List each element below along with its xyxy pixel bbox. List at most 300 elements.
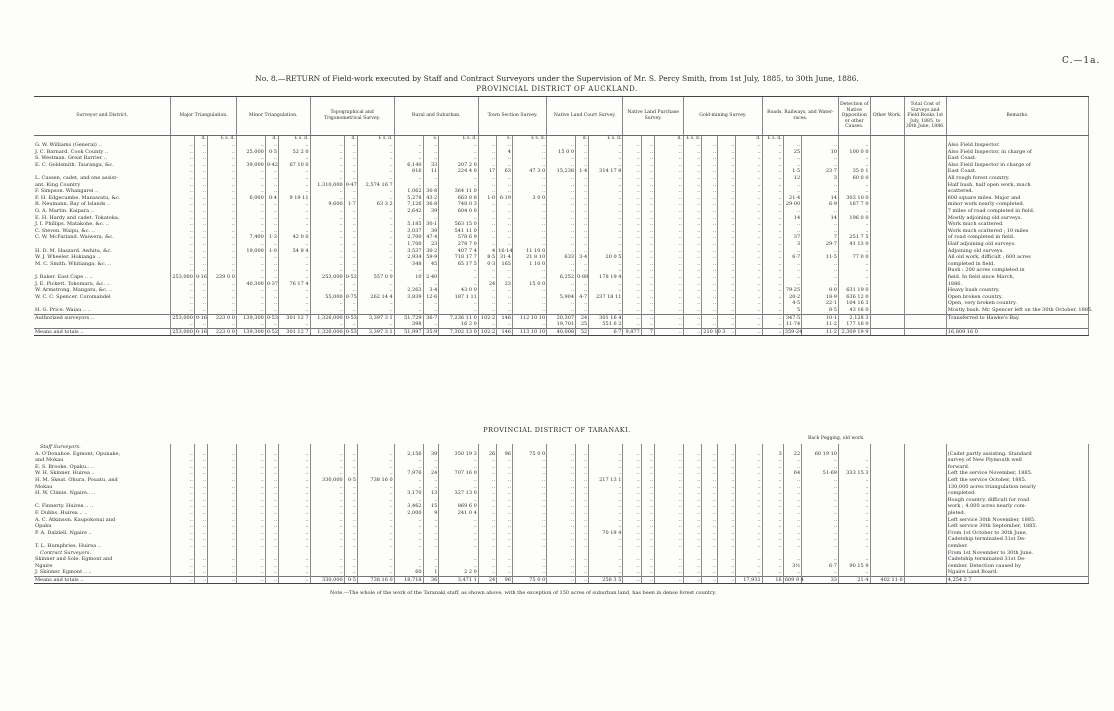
value-cell: .. <box>718 543 736 550</box>
value-cell: .. <box>547 287 576 294</box>
value-cell: .. <box>423 530 439 537</box>
value-cell: .. <box>641 142 654 149</box>
value-cell: .. <box>439 307 478 314</box>
value-cell: .. <box>702 168 718 175</box>
value-cell: .. <box>194 543 207 550</box>
value-cell: .. <box>171 530 195 537</box>
value-cell <box>870 497 904 504</box>
value-cell: 262 14 4 <box>357 294 394 301</box>
value-cell: .. <box>265 228 278 235</box>
value-cell: .. <box>589 287 623 294</box>
value-cell: 19,701 <box>547 321 576 328</box>
value-cell: .. <box>641 510 654 517</box>
value-cell: .. <box>171 497 195 504</box>
value-cell: .. <box>357 221 394 228</box>
value-cell: .. <box>497 307 513 314</box>
value-cell: .. <box>762 294 783 301</box>
value-cell: .. <box>236 503 265 510</box>
value-cell: .. <box>357 517 394 524</box>
value-cell: .. <box>344 162 357 169</box>
value-cell <box>423 550 439 557</box>
surveyor-name: R. Neumann. Bay of Islands .. <box>34 201 171 208</box>
value-cell: .. <box>236 175 265 182</box>
value-cell: .. <box>762 470 783 477</box>
table-row <box>34 241 1089 248</box>
value-cell: .. <box>171 208 195 215</box>
value-cell: .. <box>802 556 839 563</box>
table-row <box>34 563 1089 570</box>
value-cell <box>870 281 904 288</box>
value-cell <box>904 182 946 189</box>
value-cell: .. <box>236 208 265 215</box>
value-cell: .. <box>439 517 478 524</box>
value-cell: 0·47 <box>345 181 357 188</box>
value-cell: .. <box>478 536 496 543</box>
value-cell: .. <box>423 175 439 182</box>
surveyor-name: J. C. Barnard. Cook County .. <box>34 149 171 156</box>
value-cell: 217 13 1 <box>589 477 623 484</box>
value-cell: .. <box>683 510 701 517</box>
value-cell: 347·5 <box>783 314 801 321</box>
value-cell: .. <box>171 254 195 261</box>
value-cell: .. <box>641 248 654 255</box>
surveyor-name: W. C. C. Spencer. Coromandel <box>34 294 171 301</box>
value-cell: .. <box>265 188 278 195</box>
value-cell: .. <box>736 490 762 497</box>
value-cell: 15,238 <box>547 168 576 175</box>
value-cell: .. <box>478 208 496 215</box>
value-cell: .. <box>497 228 513 235</box>
value-cell: 167 7 0 <box>838 201 870 208</box>
value-cell: .. <box>357 215 394 222</box>
surveyor-name: H. D. M. Haszard. Awhitu, &c. <box>34 248 171 255</box>
value-cell: 3,839 <box>394 294 423 301</box>
value-cell: 102·2 <box>478 328 496 336</box>
value-cell: .. <box>423 477 439 484</box>
value-cell: .. <box>265 294 278 301</box>
value-cell: 301 12 7 <box>278 314 310 321</box>
value-cell: .. <box>278 142 310 149</box>
value-cell: .. <box>171 149 195 156</box>
value-cell: 364 11 0 <box>439 188 478 195</box>
value-cell: 40,300 <box>236 281 265 288</box>
value-cell: .. <box>439 457 478 464</box>
table-row <box>34 287 1089 294</box>
value-cell: .. <box>718 234 736 241</box>
table-row <box>34 464 1089 471</box>
surveyor-name: Mokau <box>34 484 171 491</box>
value-cell: 42 0 0 <box>278 234 310 241</box>
unit-cell <box>478 135 496 142</box>
value-cell: 79·25 <box>783 287 801 294</box>
value-cell: .. <box>641 569 654 576</box>
table-row <box>34 569 1089 576</box>
value-cell: .. <box>236 321 265 328</box>
value-cell: .. <box>265 274 278 281</box>
table-row <box>34 300 1089 307</box>
remarks-cell: Open, very broken country. <box>946 300 1088 307</box>
value-cell: .. <box>265 523 278 530</box>
value-cell: .. <box>357 321 394 328</box>
value-cell: .. <box>736 228 762 235</box>
value-cell: .. <box>736 543 762 550</box>
value-cell: .. <box>547 208 576 215</box>
value-cell: .. <box>310 254 344 261</box>
unit-cell: d. <box>194 135 207 142</box>
value-cell: .. <box>171 261 195 268</box>
value-cell: 15 <box>423 503 439 510</box>
value-cell: 3·4 <box>423 287 439 294</box>
value-cell: .. <box>641 457 654 464</box>
col-nlp: Native Land Purchase Survey. <box>623 97 683 135</box>
surveyor-name: Authorized surveyors .. <box>34 314 171 321</box>
value-cell: .. <box>654 517 683 524</box>
value-cell: .. <box>683 536 701 543</box>
value-cell: .. <box>497 556 513 563</box>
value-cell: .. <box>171 155 195 162</box>
value-cell: .. <box>547 484 576 491</box>
value-cell: .. <box>478 321 496 328</box>
remarks-cell: cember. Detection caused by <box>946 563 1088 570</box>
value-cell: .. <box>654 543 683 550</box>
value-cell: 557 0 0 <box>357 274 394 281</box>
value-cell: .. <box>171 234 195 241</box>
value-cell: .. <box>236 563 265 570</box>
value-cell: .. <box>576 477 589 484</box>
value-cell: .. <box>171 464 195 471</box>
value-cell: .. <box>589 261 623 268</box>
value-cell: 47 3 0 <box>512 168 546 175</box>
value-cell: .. <box>194 228 207 235</box>
value-cell: .. <box>208 307 237 314</box>
value-cell: .. <box>194 563 207 570</box>
value-cell: .. <box>702 195 718 202</box>
value-cell: .. <box>641 536 654 543</box>
remarks-cell: Mostly adjoining old surveys. <box>946 215 1088 222</box>
value-cell <box>439 444 478 451</box>
value-cell: .. <box>344 563 357 570</box>
value-cell: .. <box>683 254 701 261</box>
value-cell: .. <box>357 543 394 550</box>
value-cell: .. <box>736 563 762 570</box>
value-cell: .. <box>736 536 762 543</box>
value-cell: .. <box>512 155 546 162</box>
surveyor-name: F. Simpson. Whangarei .. <box>34 188 171 195</box>
value-cell: .. <box>641 307 654 314</box>
value-cell: 2,000 <box>394 510 423 517</box>
value-cell: .. <box>718 274 736 281</box>
value-cell: .. <box>497 490 513 497</box>
value-cell: .. <box>512 517 546 524</box>
value-cell: .. <box>623 261 641 268</box>
value-cell: .. <box>236 451 265 458</box>
remarks-cell: All old work, difficult ; 600 acres <box>946 254 1088 261</box>
value-cell: .. <box>194 477 207 484</box>
value-cell: .. <box>783 267 801 274</box>
value-cell: .. <box>279 464 311 471</box>
value-cell: .. <box>654 162 683 169</box>
value-cell: .. <box>683 470 701 477</box>
value-cell: .. <box>278 201 310 208</box>
value-cell <box>904 503 946 510</box>
value-cell: .. <box>762 556 783 563</box>
value-cell <box>838 451 870 458</box>
value-cell: .. <box>576 188 589 195</box>
value-cell: .. <box>736 175 762 182</box>
value-cell: .. <box>279 523 311 530</box>
value-cell: 402 11 0 <box>870 576 904 584</box>
value-cell: .. <box>439 563 478 570</box>
value-cell: 578 6 9 <box>439 234 478 241</box>
value-cell: .. <box>762 267 783 274</box>
value-cell: .. <box>497 517 513 524</box>
value-cell: .. <box>478 149 496 156</box>
value-cell <box>870 444 904 451</box>
value-cell: .. <box>439 464 478 471</box>
value-cell: .. <box>654 563 683 570</box>
remarks-cell: work ; 4,000 acres nearly com- <box>946 503 1088 510</box>
value-cell: .. <box>265 530 278 537</box>
value-cell: .. <box>357 464 394 471</box>
value-cell: .. <box>357 248 394 255</box>
value-cell: .. <box>762 300 783 307</box>
value-cell: .. <box>783 503 801 510</box>
surveyor-name: W. J. Wheeler. Hokianga .. <box>34 254 171 261</box>
unit-cell <box>310 135 344 142</box>
value-cell: .. <box>547 307 576 314</box>
value-cell: 0·16 <box>195 273 207 280</box>
value-cell: .. <box>683 503 701 510</box>
value-cell: .. <box>423 182 439 189</box>
value-cell: .. <box>641 503 654 510</box>
surveyor-name <box>34 168 171 175</box>
value-cell: .. <box>497 563 513 570</box>
value-cell: .. <box>439 281 478 288</box>
value-cell: .. <box>654 234 683 241</box>
value-cell <box>870 530 904 537</box>
value-cell: .. <box>478 510 496 517</box>
value-cell: .. <box>683 267 701 274</box>
value-cell: .. <box>718 517 736 524</box>
value-cell: .. <box>641 261 654 268</box>
value-cell: .. <box>310 228 344 235</box>
value-cell <box>783 550 801 557</box>
value-cell <box>683 550 701 557</box>
value-cell: .. <box>310 281 344 288</box>
value-cell <box>904 149 946 156</box>
value-cell <box>870 188 904 195</box>
table-row <box>34 314 1089 321</box>
value-cell: .. <box>547 536 576 543</box>
remarks-cell: Open broken country. <box>946 294 1088 301</box>
remarks-cell: Also Field Inspector in charge of <box>946 162 1088 169</box>
remarks-cell: (Cadet partly assisting. Standard <box>946 451 1088 458</box>
value-cell: .. <box>208 254 237 261</box>
value-cell: 139,300 <box>236 328 265 336</box>
value-cell: 11·2 <box>802 321 839 328</box>
value-cell: 75 0 0 <box>512 451 546 458</box>
value-cell: .. <box>802 281 839 288</box>
value-cell: .. <box>478 307 496 314</box>
value-cell: 24 <box>478 576 496 584</box>
value-cell: 55,000 <box>310 294 344 301</box>
value-cell <box>870 477 904 484</box>
value-cell: .. <box>171 241 195 248</box>
value-cell: .. <box>762 536 783 543</box>
value-cell: .. <box>310 195 344 202</box>
value-cell: .. <box>439 523 478 530</box>
value-cell: .. <box>718 188 736 195</box>
value-cell: 0·3 <box>478 261 496 268</box>
value-cell: .. <box>762 563 783 570</box>
value-cell: .. <box>423 267 439 274</box>
value-cell: .. <box>171 287 195 294</box>
value-cell: .. <box>623 536 641 543</box>
value-cell: .. <box>802 457 839 464</box>
col-rural: Rural and Suburban. <box>394 97 478 135</box>
value-cell: .. <box>623 175 641 182</box>
value-cell <box>310 444 344 451</box>
value-cell: .. <box>641 215 654 222</box>
value-cell: .. <box>171 294 195 301</box>
value-cell: 4·5 <box>783 300 801 307</box>
value-cell: .. <box>718 490 736 497</box>
value-cell: .. <box>576 556 589 563</box>
value-cell: .. <box>654 201 683 208</box>
value-cell: .. <box>802 162 839 169</box>
value-cell: .. <box>654 188 683 195</box>
table-row <box>34 228 1089 235</box>
value-cell: 359·24 <box>784 328 803 335</box>
value-cell <box>870 241 904 248</box>
value-cell: 24 <box>576 314 589 321</box>
value-cell: .. <box>802 569 839 576</box>
value-cell: .. <box>702 274 718 281</box>
value-cell: .. <box>736 307 762 314</box>
surveyor-name: Means and totals .. <box>34 328 171 336</box>
value-cell: .. <box>357 563 394 570</box>
value-cell: .. <box>762 188 783 195</box>
value-cell: .. <box>478 228 496 235</box>
col-detection: Detection of Native Opposition or other Causes. <box>838 97 870 135</box>
value-cell: .. <box>838 556 870 563</box>
value-cell: 7,302 13 0 <box>439 328 478 336</box>
value-cell: .. <box>702 523 718 530</box>
value-cell: 2·40 <box>423 274 439 281</box>
value-cell: .. <box>736 215 762 222</box>
value-cell: 253,000 <box>310 274 344 281</box>
value-cell: .. <box>576 287 589 294</box>
surveyor-name <box>34 300 171 307</box>
value-cell <box>344 444 357 451</box>
value-cell: .. <box>344 155 357 162</box>
surveyor-name: C. Finnerty. Huirea .. .. <box>34 503 171 510</box>
value-cell: .. <box>497 497 513 504</box>
value-cell <box>870 195 904 202</box>
value-cell: 15 0 0 <box>547 149 576 156</box>
value-cell: .. <box>654 267 683 274</box>
value-cell: 6,140 <box>394 162 423 169</box>
value-cell: .. <box>208 569 237 576</box>
value-cell: .. <box>208 294 237 301</box>
value-cell: .. <box>278 241 310 248</box>
value-cell: 6·7 <box>589 328 623 336</box>
value-cell: .. <box>838 208 870 215</box>
value-cell: .. <box>718 248 736 255</box>
remarks-cell: Adjoining old surveys. <box>946 248 1088 255</box>
value-cell: .. <box>838 464 870 471</box>
value-cell: 3,170 <box>394 490 423 497</box>
value-cell <box>904 470 946 477</box>
value-cell: .. <box>623 248 641 255</box>
value-cell <box>904 175 946 182</box>
value-cell: .. <box>623 490 641 497</box>
value-cell: .. <box>208 576 237 584</box>
value-cell: .. <box>423 300 439 307</box>
value-cell: .. <box>512 215 546 222</box>
value-cell: .. <box>497 267 513 274</box>
value-cell: .. <box>423 523 439 530</box>
value-cell: .. <box>547 556 576 563</box>
value-cell <box>870 215 904 222</box>
value-cell: .. <box>208 457 237 464</box>
value-cell: .. <box>623 523 641 530</box>
unit-cell <box>394 135 423 142</box>
value-cell: .. <box>654 490 683 497</box>
value-cell: .. <box>497 215 513 222</box>
value-cell: .. <box>512 287 546 294</box>
surveyor-name: H. M. Skeat. Ohura, Pouatu, and <box>34 477 171 484</box>
value-cell <box>870 149 904 156</box>
value-cell: .. <box>236 569 265 576</box>
value-cell <box>194 550 207 557</box>
value-cell: .. <box>589 175 623 182</box>
value-cell: 327 13 0 <box>439 490 478 497</box>
value-cell: .. <box>702 321 718 328</box>
value-cell: .. <box>357 188 394 195</box>
value-cell <box>904 168 946 175</box>
value-cell <box>870 321 904 328</box>
value-cell <box>718 444 736 451</box>
value-cell: .. <box>802 188 839 195</box>
value-cell: .. <box>838 182 870 189</box>
value-cell: .. <box>478 201 496 208</box>
return-title: No. 8.—RETURN of Field-work executed by Staff and Contract Surveyors under the Supervision of Mr. S. Percy Smith, from 1st July, 1885, to 30th June, 1886. <box>255 74 859 83</box>
value-cell: .. <box>478 294 496 301</box>
value-cell <box>904 300 946 307</box>
remarks-cell: Heavy bush country. <box>946 287 1088 294</box>
value-cell: .. <box>641 464 654 471</box>
value-cell: .. <box>208 300 237 307</box>
value-cell: .. <box>547 490 576 497</box>
value-cell <box>870 451 904 458</box>
value-cell <box>512 550 546 557</box>
value-cell: 1·7 <box>344 201 357 208</box>
value-cell: .. <box>736 470 762 477</box>
value-cell: .. <box>623 451 641 458</box>
value-cell: .. <box>718 307 736 314</box>
value-cell: .. <box>702 228 718 235</box>
col-roads: Roads, Railways, and Water-races. <box>762 97 838 135</box>
value-cell: .. <box>718 470 736 477</box>
value-cell: .. <box>208 503 237 510</box>
remarks-cell: Mostly bush. Mr. Spencer left on the 30th October, 1885. <box>947 306 1093 313</box>
value-cell: 35·9 <box>423 328 439 336</box>
value-cell: .. <box>702 457 718 464</box>
value-cell: .. <box>623 188 641 195</box>
value-cell: .. <box>236 155 265 162</box>
value-cell: .. <box>547 241 576 248</box>
